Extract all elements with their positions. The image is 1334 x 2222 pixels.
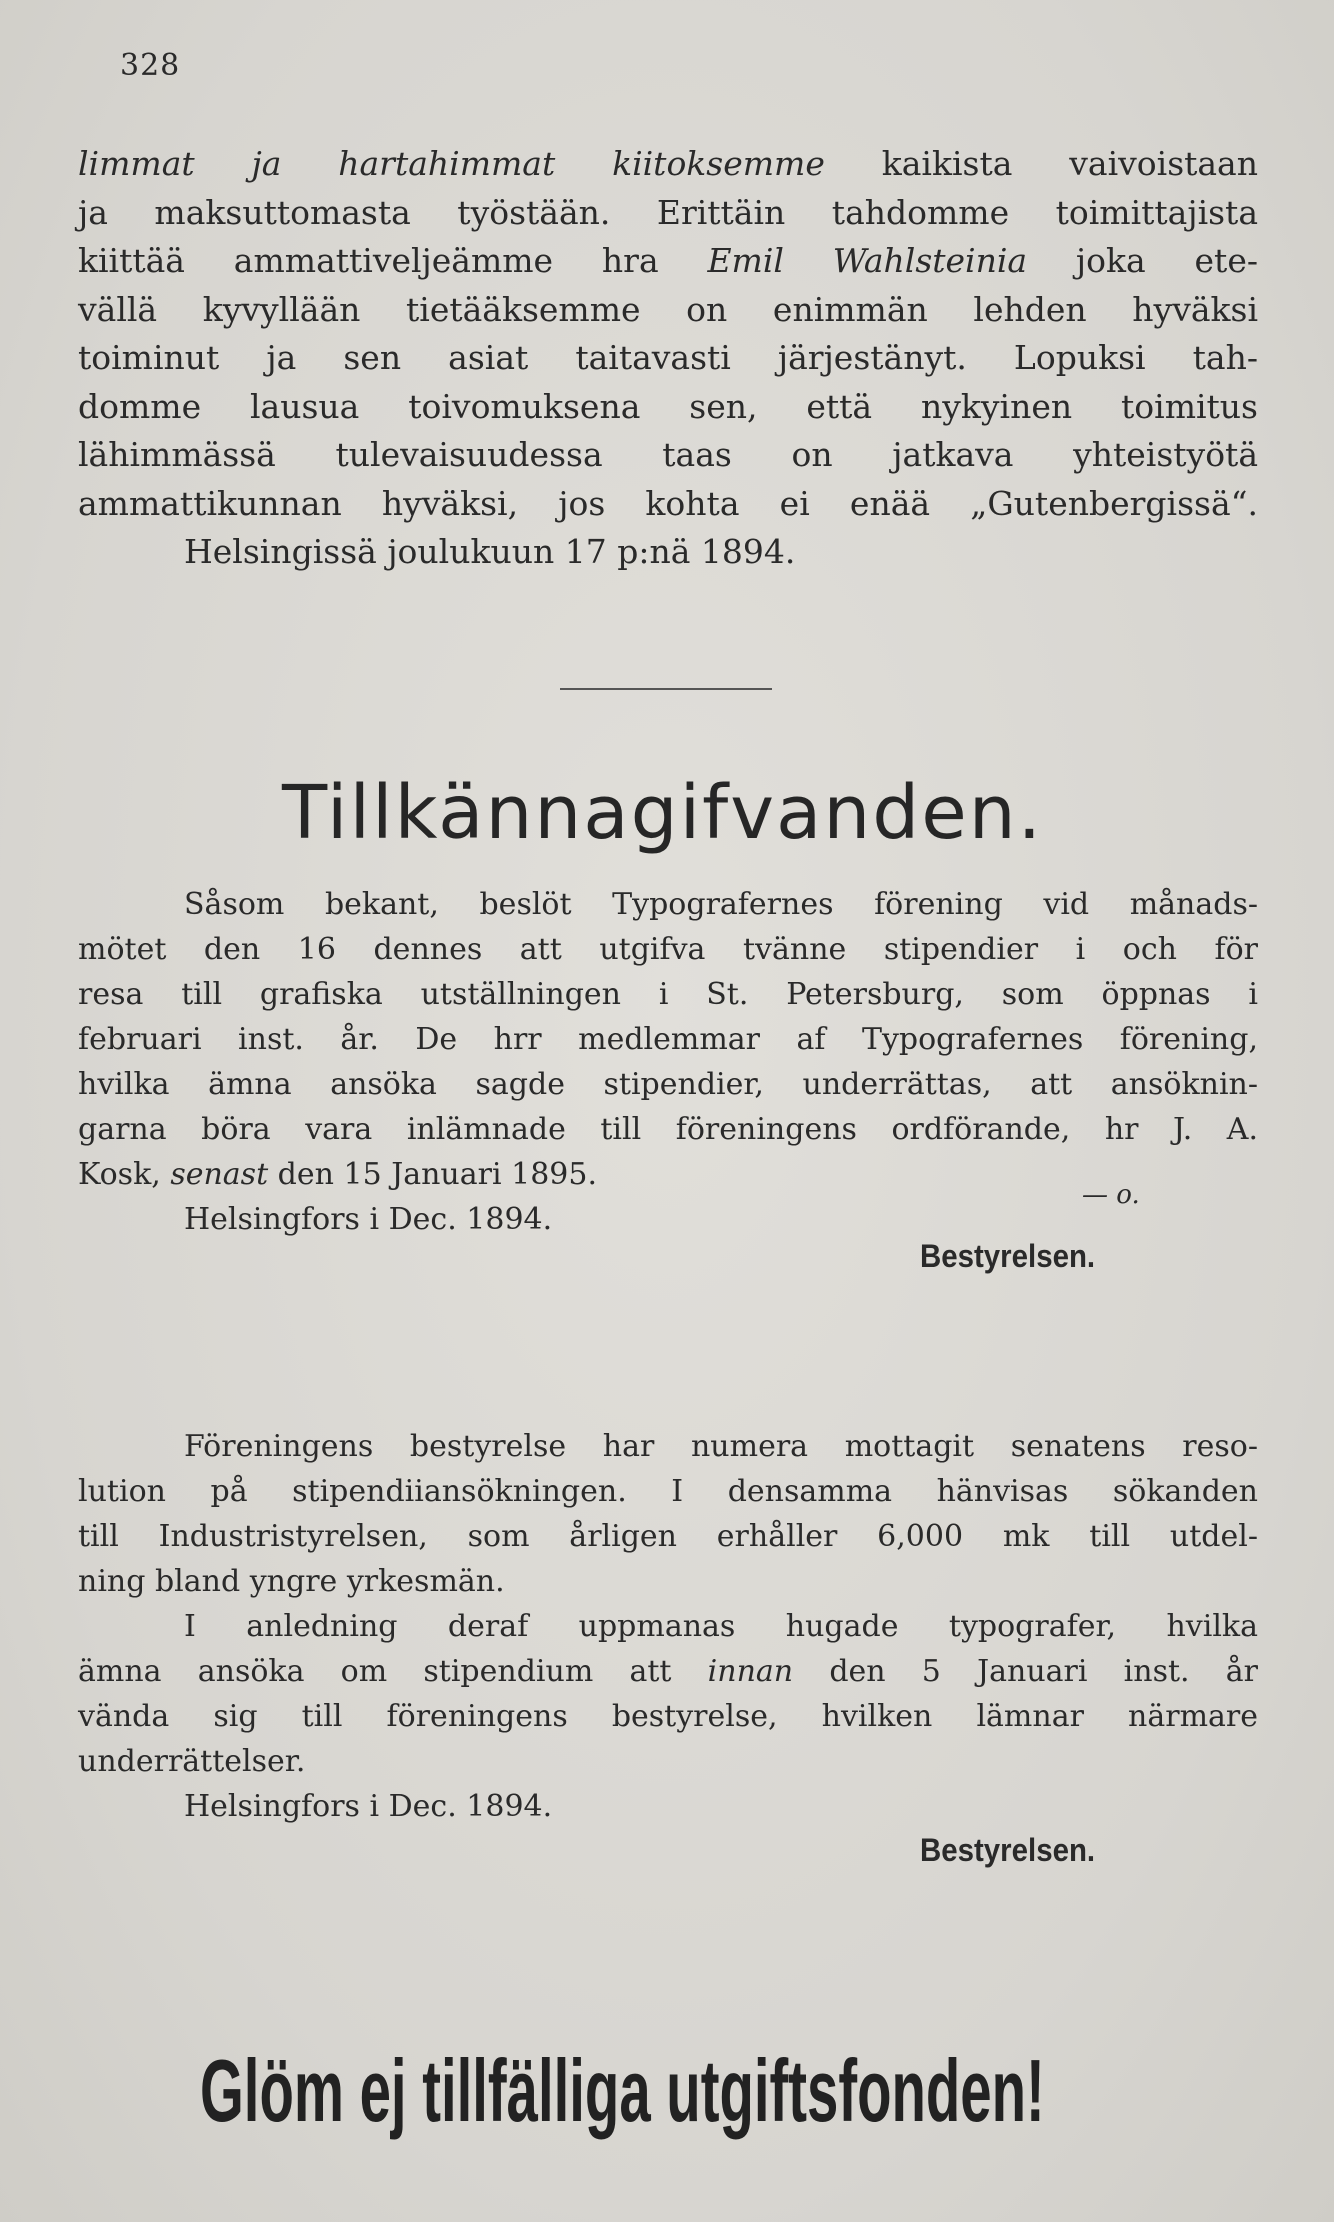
text-line: mötet den 16 dennes att utgifva tvänne stipendier i och för — [78, 932, 1258, 967]
italic-text: innan — [707, 1654, 794, 1689]
text-line: Föreningens bestyrelse har numera mottagit senatens reso- — [184, 1429, 1258, 1464]
text-segment: den 15 Januari 1895. — [268, 1157, 597, 1192]
text-line: I anledning deraf uppmanas hugade typografer, hvilka — [184, 1609, 1258, 1644]
text-segment: ämna ansöka om stipendium att — [78, 1654, 708, 1689]
text-segment: den 5 Januari inst. år — [793, 1654, 1258, 1689]
signoff: — o. — [1082, 1180, 1140, 1210]
text-segment: Kosk, — [78, 1157, 171, 1192]
finnish-paragraph — [78, 140, 1258, 577]
text-line: februari inst. år. De hrr medlemmar af Typografernes förening, — [78, 1022, 1258, 1057]
text-line: vällä kyvyllään tietääksemme on enimmän lehden hyväksi — [78, 289, 1258, 329]
text-line: lähimmässä tulevaisuudessa taas on jatkava yhteistyötä — [78, 435, 1258, 474]
text-line: underrättelser. — [78, 1744, 306, 1779]
section-heading: Tillkännagifvanden. — [282, 770, 1044, 856]
dateline: Helsingfors i Dec. 1894. — [184, 1202, 553, 1237]
italic-text: Emil Wahlsteinia — [707, 241, 1028, 280]
italic-text: limmat ja hartahimmat kiitoksemme — [78, 144, 825, 183]
dateline: Helsingfors i Dec. 1894. — [184, 1789, 553, 1824]
dateline: Helsingissä joulukuun 17 p:nä 1894. — [184, 532, 796, 571]
text-line: hvilka ämna ansöka sagde stipendier, underrättas, att ansöknin- — [78, 1067, 1258, 1102]
page-number: 328 — [120, 48, 181, 83]
text-line — [78, 1152, 1258, 1197]
text-line — [78, 237, 1258, 286]
text-line: domme lausua toivomuksena sen, että nykyinen toimitus — [78, 386, 1258, 426]
text-line: resa till grafiska utställningen i St. Petersburg, som öppnas i — [78, 977, 1258, 1012]
text-line: ning bland yngre yrkesmän. — [78, 1564, 505, 1599]
text-line: vända sig till föreningens bestyrelse, hvilken lämnar närmare — [78, 1699, 1258, 1734]
notice-paragraph-2 — [78, 1424, 1258, 1829]
text-segment: kaikista vaivoistaan — [824, 144, 1258, 183]
italic-text: senast — [170, 1157, 269, 1192]
text-line: ja maksuttomasta työstään. Erittäin tahdomme toimittajista — [78, 192, 1258, 232]
text-line — [78, 140, 1258, 189]
signature-bestyrelsen: Bestyrelsen. — [920, 1832, 1096, 1868]
text-segment: joka ete- — [1027, 241, 1258, 280]
text-line: lution på stipendiiansökningen. I densamma hänvisas sökanden — [78, 1474, 1258, 1509]
text-line: garna böra vara inlämnade till föreningens ordförande, hr J. A. — [78, 1112, 1258, 1147]
text-segment: kiittää ammattiveljeämme hra — [78, 241, 708, 280]
signature-bestyrelsen: Bestyrelsen. — [920, 1238, 1096, 1274]
text-line: till Industristyrelsen, som årligen erhåller 6,000 mk till utdel- — [78, 1519, 1258, 1554]
text-line — [78, 1649, 1258, 1694]
text-line: toiminut ja sen asiat taitavasti järjestänyt. Lopuksi tah- — [78, 338, 1258, 377]
section-divider — [560, 688, 772, 690]
footer-slogan: Glöm ej tillfälliga utgiftsfonden! — [200, 2041, 1045, 2140]
text-line: Såsom bekant, beslöt Typografernes förening vid månads- — [184, 887, 1258, 922]
text-line: ammattikunnan hyväksi, jos kohta ei enää „Gutenbergissä“. — [78, 483, 1258, 523]
notice-paragraph-1 — [78, 882, 1258, 1242]
